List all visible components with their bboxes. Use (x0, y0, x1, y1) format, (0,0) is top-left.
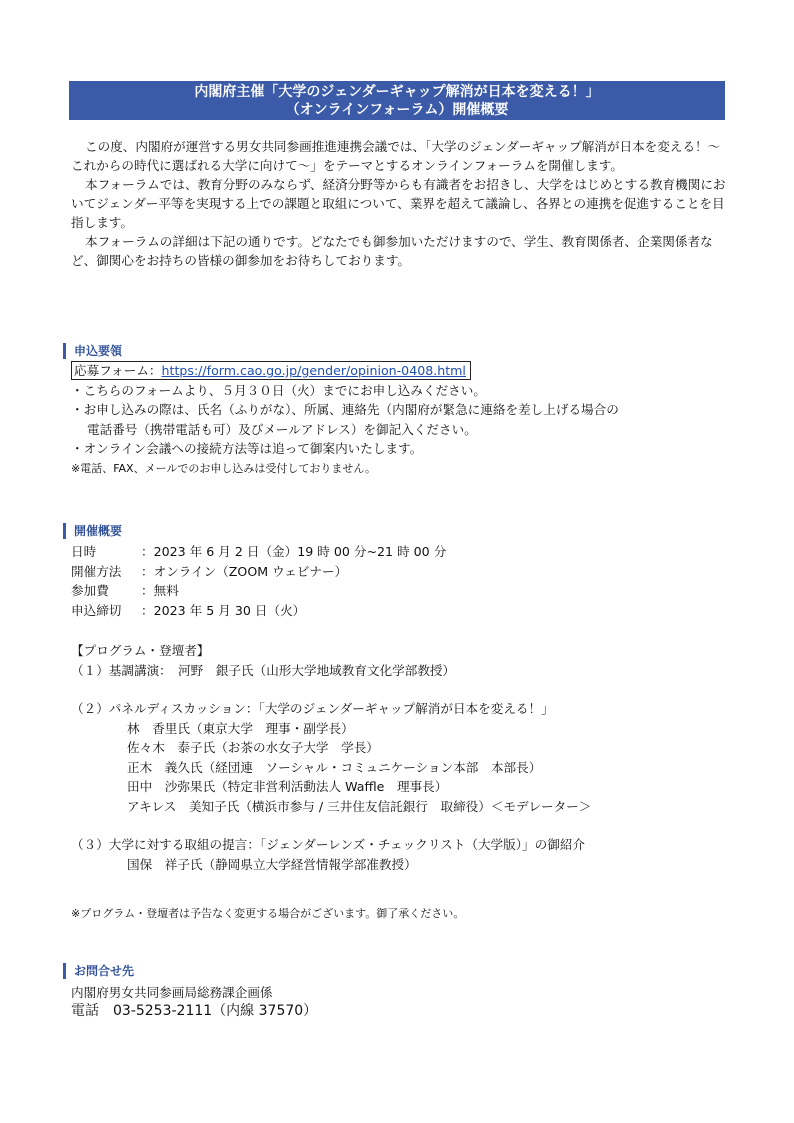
program-heading: 【プログラム・登壇者】 (71, 643, 210, 658)
overview-row-datetime (71, 542, 446, 562)
overview-value: ：オンライン（ZOOM ウェビナー） (141, 563, 348, 579)
contact-tel: 電話 03-5253-2111（内線 37570） (71, 1003, 318, 1019)
panelist: アキレス 美知子氏（横浜市参与 / 三井住友信託銀行 取締役）＜モデレーター＞ (127, 798, 592, 814)
apply-note: ※電話、FAX、メールでのお申し込みは受付しておりません。 (71, 461, 377, 475)
title-banner (69, 81, 725, 120)
intro-paragraph-2: 本フォーラムでは、教育分野のみならず、経済分野等からも有識者をお招きし、大学をはじめとする教育機関においてジェンダー平等を実現する上での課題と取組について、業界を超えて議論し、各界との連携を促進することを目指します。 (71, 177, 726, 230)
overview-key: 日時 (71, 544, 97, 559)
panelist: 林 香里氏（東京大学 理事・副学長） (127, 720, 354, 736)
contact-org: 内閣府男女共同参画局総務課企画係 (71, 985, 273, 1000)
section-heading-overview: 開催概要 (63, 523, 122, 539)
apply-bullet-2a: ・お申し込みの際は、氏名（ふりがな）、所属、連絡先（内閣府が緊急に連絡を差し上げる場合の (71, 402, 619, 417)
title-line-1: 内閣府主催「大学のジェンダーギャップ解消が日本を変える！」 (194, 84, 600, 100)
section-heading-apply: 申込要領 (63, 343, 122, 359)
overview-row-deadline (71, 601, 446, 621)
contact-section (71, 983, 317, 1021)
panelist: 正木 義久氏（経団連 ソーシャル・コミュニケーション本部 本部長） (127, 759, 542, 775)
intro-paragraph-3: 本フォーラムの詳細は下記の通りです。どなたでも御参加いただけますので、学生、教育関係者、企業関係者など、御関心をお持ちの皆様の御参加をお待ちしております。 (71, 234, 713, 268)
overview-value: ：2023 年 5 月 30 日（火） (141, 602, 306, 618)
form-box (71, 361, 471, 380)
apply-section (71, 361, 619, 478)
overview-value: ：2023 年 6 月 2 日（金）19 時 00 分~21 時 00 分 (141, 544, 447, 559)
proposal-speaker: 国保 祥子氏（静岡県立大学経営情報学部准教授） (127, 856, 417, 872)
apply-bullet-3: ・オンライン会議への接続方法等は追って御案内いたします。 (71, 441, 423, 456)
intro-paragraph-1: この度、内閣府が運営する男女共同参画推進連携会議では、「大学のジェンダーギャップ解消が日本を変える！～これからの時代に選ばれる大学に向けて～」をテーマとするオンラインフォーラムを開催します。 (71, 139, 721, 173)
panelist: 田中 沙弥果氏（特定非営利活動法人 Waffle 理事長） (127, 779, 448, 794)
panelist: 佐々木 泰子氏（お茶の水女子大学 学長） (127, 740, 379, 755)
apply-bullet-2b: 電話番号（携帯電話も可）及びメールアドレス）を御記入ください。 (87, 421, 477, 437)
program-section (71, 641, 591, 874)
overview-key: 開催方法 (71, 563, 122, 579)
form-label: 応募フォーム： (74, 363, 162, 378)
program-note: ※プログラム・登壇者は予告なく変更する場合がございます。御了承ください。 (71, 907, 465, 920)
program-item-proposal: （３）大学に対する取組の提言：「ジェンダーレンズ・チェックリスト（大学版）」の御紹介 (71, 837, 586, 852)
apply-bullet-1: ・こちらのフォームより、５月３０日（火）までにお申し込みください。 (71, 382, 486, 398)
intro-section (71, 137, 731, 270)
title-line-2: （オンラインフォーラム）開催概要 (285, 102, 509, 118)
overview-section (71, 542, 446, 620)
program-item-panel: （２）パネルディスカッション：「大学のジェンダーギャップ解消が日本を変える！」 (71, 701, 554, 716)
overview-row-method (71, 562, 446, 582)
overview-key: 参加費 (71, 583, 109, 598)
program-item-keynote: （１）基調講演： 河野 銀子氏（山形大学地域教育文化学部教授） (71, 662, 456, 678)
section-heading-contact: お問合せ先 (63, 963, 134, 979)
form-url-link[interactable]: https://form.cao.go.jp/gender/opinion-0408.html (161, 363, 466, 378)
overview-row-fee (71, 581, 446, 601)
overview-key: 申込締切 (71, 602, 122, 618)
overview-value: ：無料 (141, 583, 179, 598)
